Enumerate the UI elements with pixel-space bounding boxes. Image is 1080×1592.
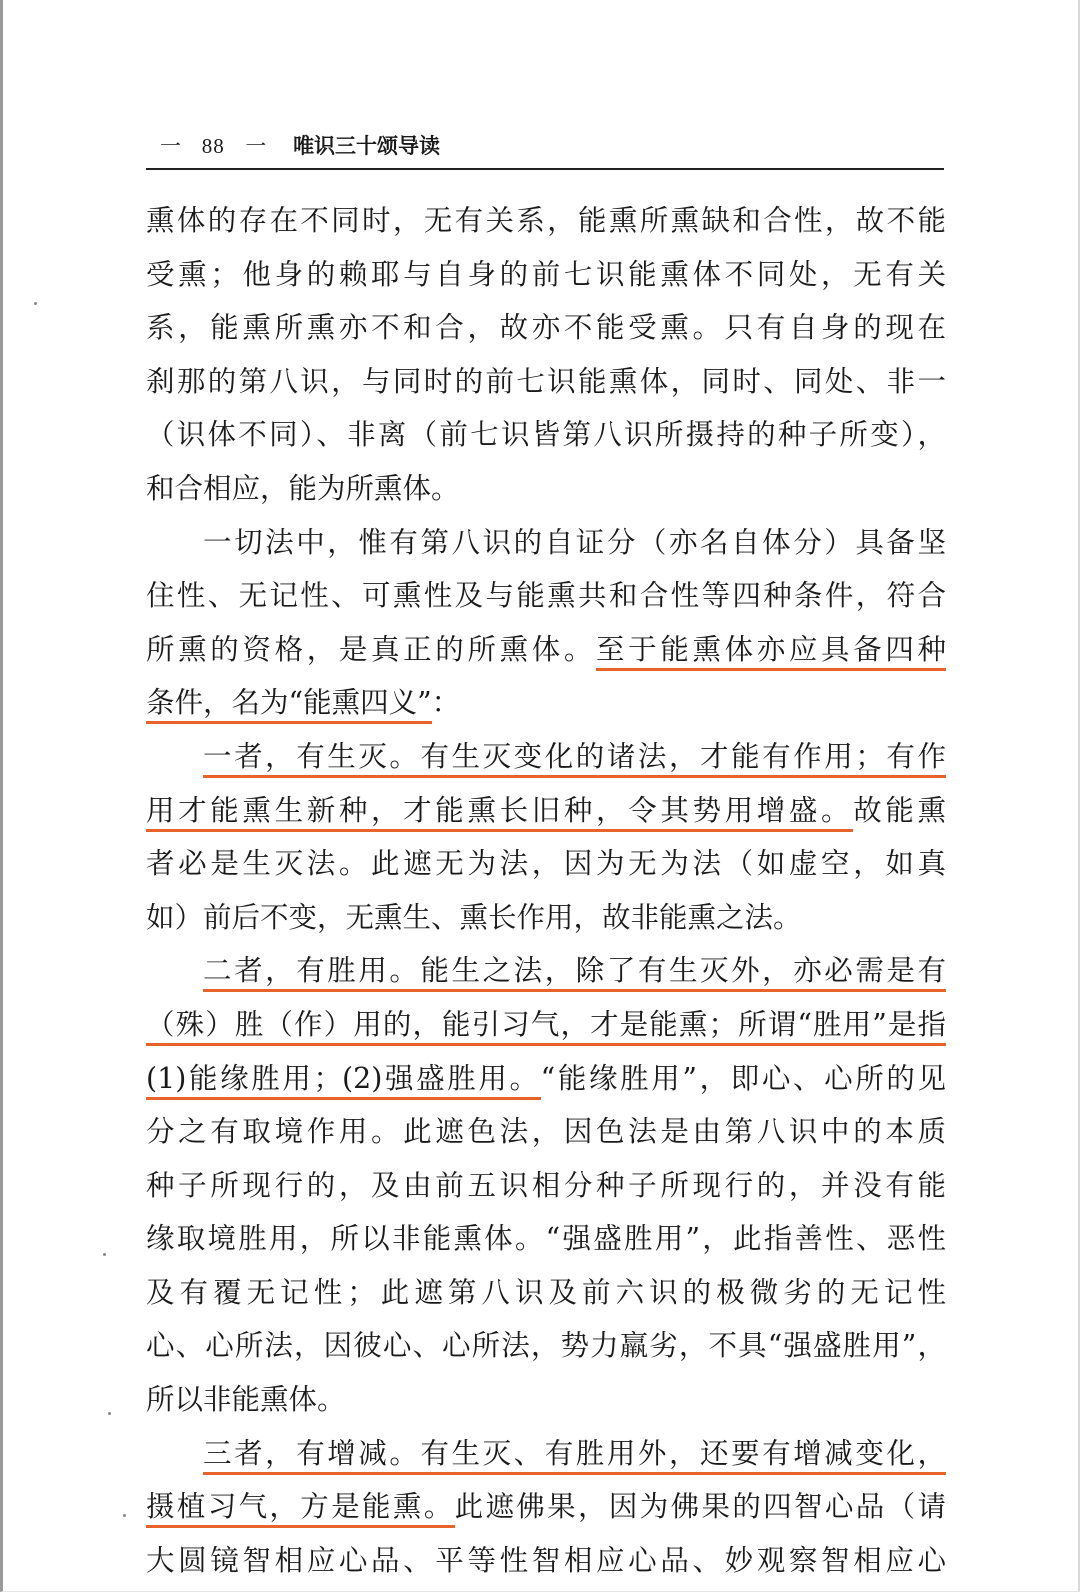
text-line — [146, 1054, 946, 1108]
underlined-text: 三者，有增减。有生灭、有胜用外，还要有增减变化， — [203, 1437, 946, 1475]
text-line — [146, 357, 946, 411]
underlined-text: (1)能缘胜用；(2)强盛胜用。 — [146, 1062, 541, 1100]
underlined-text: 至于能熏体亦应具备四种 — [596, 633, 946, 671]
text-line — [146, 1482, 946, 1536]
underlined-text: 用才能熏生新种，才能熏长旧种，令其势用增盛。 — [146, 794, 853, 832]
text-line — [146, 464, 946, 518]
text-line — [146, 571, 946, 625]
text-line — [146, 1321, 946, 1375]
text-segment: ： — [431, 686, 461, 720]
text-line — [146, 732, 946, 786]
header-dash-left: 一 — [160, 134, 181, 158]
underlined-text: 二者，有胜用。能生之法，除了有生灭外，亦必需是有 — [203, 954, 946, 992]
text-line — [146, 625, 946, 679]
text-segment: 熏体的存在不同时，无有关系，能熏所熏缺和合性，故不能 — [146, 204, 946, 237]
text-segment: 者必是生灭法。此遮无为法，因为无为法（如虚空，如真 — [146, 847, 946, 881]
text-segment: 所以非能熏体。 — [146, 1383, 346, 1417]
header-dash-right: 一 — [245, 134, 267, 158]
scan-speck — [103, 1253, 106, 1256]
text-segment: 分之有取境作用。此遮色法，因色法是由第八识中的本质 — [146, 1115, 946, 1149]
underlined-text: 摄植习气，方是能熏。 — [146, 1490, 455, 1528]
text-line — [146, 1375, 946, 1429]
text-line — [146, 1161, 946, 1215]
text-segment: 此遮佛果，因为佛果的四智心品（请 — [454, 1490, 946, 1524]
header-rule — [146, 168, 944, 170]
underlined-text: 一者，有生灭。有生灭变化的诸法，才能有作用；有作 — [203, 740, 946, 778]
text-segment: 刹那的第八识，与同时的前七识能熏体，同时、同处、非一 — [146, 364, 946, 398]
text-segment: 故能熏 — [853, 793, 946, 827]
scan-speck — [34, 302, 37, 305]
text-line — [146, 678, 946, 732]
text-segment: 受熏；他身的赖耶与自身的前七识能熏体不同处，无有关 — [146, 257, 946, 291]
running-header — [146, 128, 946, 164]
text-line — [146, 410, 946, 464]
underlined-text: 条件，名为“能熏四义” — [146, 686, 432, 724]
text-segment: “能缘胜用”，即心、心所的见 — [540, 1061, 946, 1095]
text-segment: 缘取境胜用，所以非能熏体。“强盛胜用”，此指善性、恶性 — [146, 1222, 946, 1256]
page-number: 88 — [201, 134, 225, 158]
underlined-text: （殊）胜（作）用的，能引习气，才是能熏；所谓“胜用”是指 — [146, 1008, 946, 1046]
text-segment: 大圆镜智相应心品、平等性智相应心品、妙观察智相应心 — [146, 1543, 946, 1577]
text-line — [146, 1107, 946, 1161]
text-segment: 种子所现行的，及由前五识相分种子所现行的，并没有能 — [146, 1168, 946, 1202]
text-line — [146, 196, 946, 250]
text-segment: 和合相应，能为所熏体。 — [146, 471, 460, 505]
text-line — [146, 1268, 946, 1322]
text-segment: 心、心所法，因彼心、心所法，势力羸劣，不具“强盛胜用”， — [146, 1329, 946, 1363]
text-segment: 所熏的资格，是真正的所熏体。 — [146, 632, 597, 666]
text-segment: 住性、无记性、可熏性及与能熏共和合性等四种条件，符合 — [146, 579, 946, 613]
text-line — [146, 786, 946, 840]
text-line — [146, 303, 946, 357]
text-line — [146, 250, 946, 304]
text-segment: 如）前后不变，无熏生、熏长作用，故非能熏之法。 — [146, 900, 802, 934]
book-title: 唯识三十颂导读 — [293, 134, 441, 158]
text-line — [146, 839, 946, 893]
text-line — [146, 893, 946, 947]
text-line — [146, 1000, 946, 1054]
scan-speck — [108, 1412, 111, 1415]
scan-speck — [123, 1514, 126, 1517]
text-line — [146, 1214, 946, 1268]
text-segment: 及有覆无记性；此遮第八识及前六识的极微劣的无记性 — [146, 1275, 946, 1309]
text-segment: 系，能熏所熏亦不和合，故亦不能受熏。只有自身的现在 — [146, 311, 946, 345]
body-text — [146, 196, 946, 1589]
text-line — [146, 1429, 946, 1483]
text-segment: 一切法中，惟有第八识的自证分（亦名自体分）具备坚 — [203, 525, 946, 559]
text-line — [146, 1536, 946, 1590]
text-segment: （识体不同）、非离（前七识皆第八识所摄持的种子所变）， — [146, 418, 946, 452]
text-line — [146, 946, 946, 1000]
text-line — [146, 518, 946, 572]
